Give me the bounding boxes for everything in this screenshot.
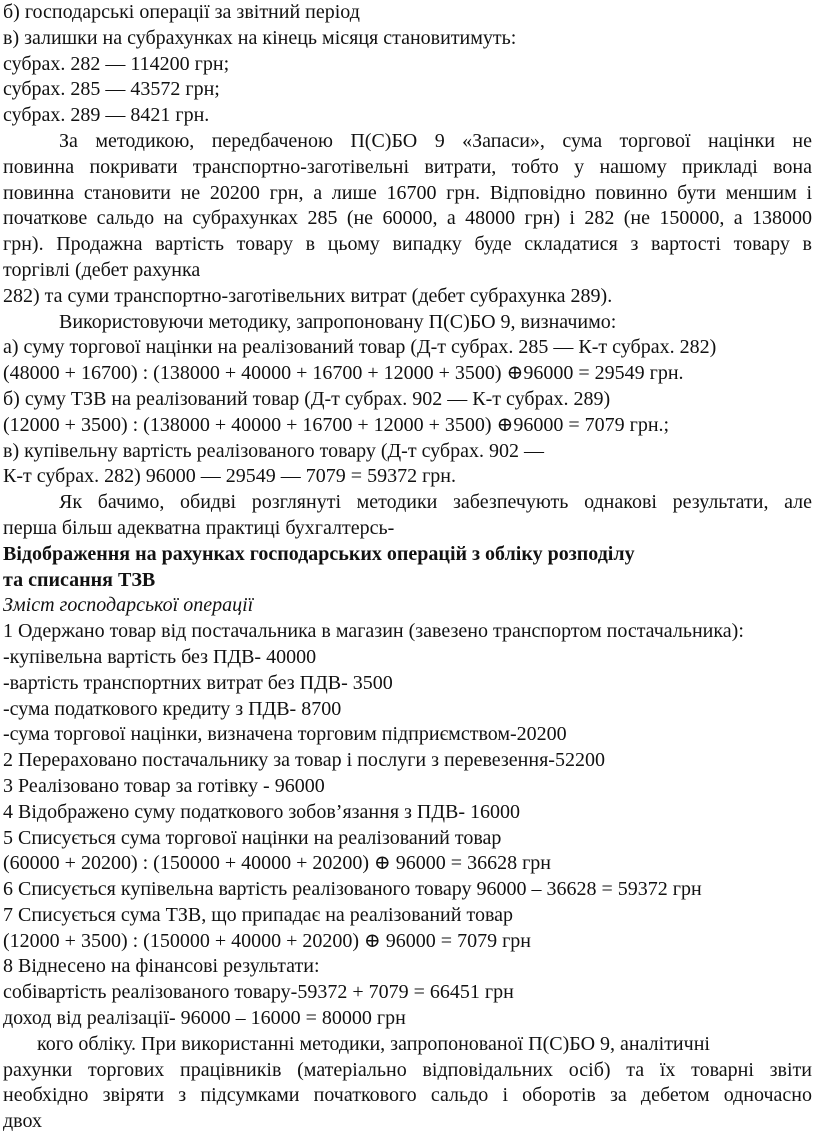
text-line: (60000 + 20200) : (150000 + 40000 + 20200) ⊕ 96000 = 36628 грн bbox=[3, 852, 551, 875]
text-line: -сума торгової націнки, визначена торговим підприємством-20200 bbox=[3, 723, 567, 746]
text-line: торгівлі (дебет рахунка bbox=[3, 258, 201, 281]
text-line: 1 Одержано товар від постачальника в магазин (завезено транспортом постачальника): bbox=[3, 620, 744, 643]
text-line: Як бачимо, обидві розглянуті методики забезпечують однакові результати, але bbox=[59, 491, 812, 514]
text-line: необхідно звіряти з підсумками початкового сальдо і оборотів за дебетом одночасно bbox=[3, 1084, 812, 1107]
text-line: (12000 + 3500) : (138000 + 40000 + 16700 + 12000 + 3500) ⊕96000 = 7079 грн.; bbox=[3, 413, 670, 436]
text-line: -вартість транспортних витрат без ПДВ- 3500 bbox=[3, 671, 393, 694]
text-line: початкове сальдо на субрахунках 285 (не 60000, а 48000 грн) і 282 (не 150000, а 138000 bbox=[3, 207, 812, 230]
text-line: повинна становити не 20200 грн, а лише 16700 грн. Відповідно повинно бути меншим і bbox=[3, 181, 812, 204]
section-heading-line: Відображення на рахунках господарських операцій з обліку розподілу bbox=[3, 542, 635, 565]
text-line: повинна покривати транспортно-заготівельні витрати, тобто у нашому прикладі вона bbox=[3, 155, 812, 178]
text-line: субрах. 289 — 8421 грн. bbox=[3, 104, 210, 127]
text-line: (12000 + 3500) : (150000 + 40000 + 20200) ⊕ 96000 = 7079 грн bbox=[3, 929, 531, 952]
text-line: (48000 + 16700) : (138000 + 40000 + 16700 + 12000 + 3500) ⊕96000 = 29549 грн. bbox=[3, 362, 684, 385]
text-line: Використовуючи методику, запропоновану П(С)БО 9, визначимо: bbox=[59, 310, 617, 333]
text-line: б) суму ТЗВ на реалізований товар (Д-т субрах. 902 — К-т субрах. 289) bbox=[3, 387, 611, 410]
text-line: доход від реалізації- 96000 – 16000 = 80000 грн bbox=[3, 1007, 406, 1030]
text-line: грн). Продажна вартість товару в цьому випадку буде складатися з вартості товару в bbox=[3, 233, 812, 256]
text-line: субрах. 285 — 43572 грн; bbox=[3, 78, 220, 101]
text-line: 282) та суми транспортно-заготівельних витрат (дебет субрахунка 289). bbox=[3, 284, 613, 307]
text-line: -купівельна вартість без ПДВ- 40000 bbox=[3, 645, 317, 668]
text-line: б) господарські операції за звітний період bbox=[3, 1, 360, 23]
text-line: в) купівельну вартість реалізованого товару (Д-т субрах. 902 — bbox=[3, 439, 544, 462]
text-line: 6 Списується купівельна вартість реалізованого товару 96000 – 36628 = 59372 грн bbox=[3, 878, 702, 901]
text-line: субрах. 282 — 114200 грн; bbox=[3, 52, 230, 75]
text-line: собівартість реалізованого товару-59372 + 7079 = 66451 грн bbox=[3, 981, 514, 1004]
text-line: в) залишки на субрахунках на кінець місяця становитимуть: bbox=[3, 26, 517, 49]
text-line: К-т субрах. 282) 96000 — 29549 — 7079 = 59372 грн. bbox=[3, 465, 456, 488]
text-line: рахунки торгових працівників (матеріально відповідальних осіб) та їх товарні звіти bbox=[3, 1058, 812, 1081]
text-line: 4 Відображено суму податкового зобов’язання з ПДВ- 16000 bbox=[3, 800, 521, 823]
subheading: Зміст господарської операції bbox=[3, 594, 254, 617]
text-line: а) суму торгової націнки на реалізований товар (Д-т субрах. 285 — К-т субрах. 282) bbox=[3, 336, 717, 359]
text-line: 8 Віднесено на фінансові результати: bbox=[3, 955, 320, 978]
text-line: За методикою, передбаченою П(С)БО 9 «Запаси», сума торгової націнки не bbox=[59, 129, 812, 152]
text-line: перша більш адекватна практиці бухгалтерсь- bbox=[3, 516, 395, 539]
text-line: 2 Перераховано постачальнику за товар і послуги з перевезення-52200 bbox=[3, 749, 605, 772]
text-line: 5 Списується сума торгової націнки на реалізований товар bbox=[3, 826, 502, 849]
text-line: -сума податкового кредиту з ПДВ- 8700 bbox=[3, 697, 342, 720]
text-line: 3 Реалізовано товар за готівку - 96000 bbox=[3, 774, 325, 797]
text-line: двох bbox=[3, 1110, 42, 1133]
text-line: кого обліку. При використанні методики, запропонованої П(С)БО 9, аналітичні bbox=[37, 1032, 710, 1055]
text-line: 7 Списується сума ТЗВ, що припадає на реалізований товар bbox=[3, 903, 513, 926]
section-heading-line: та списання ТЗВ bbox=[3, 568, 156, 591]
